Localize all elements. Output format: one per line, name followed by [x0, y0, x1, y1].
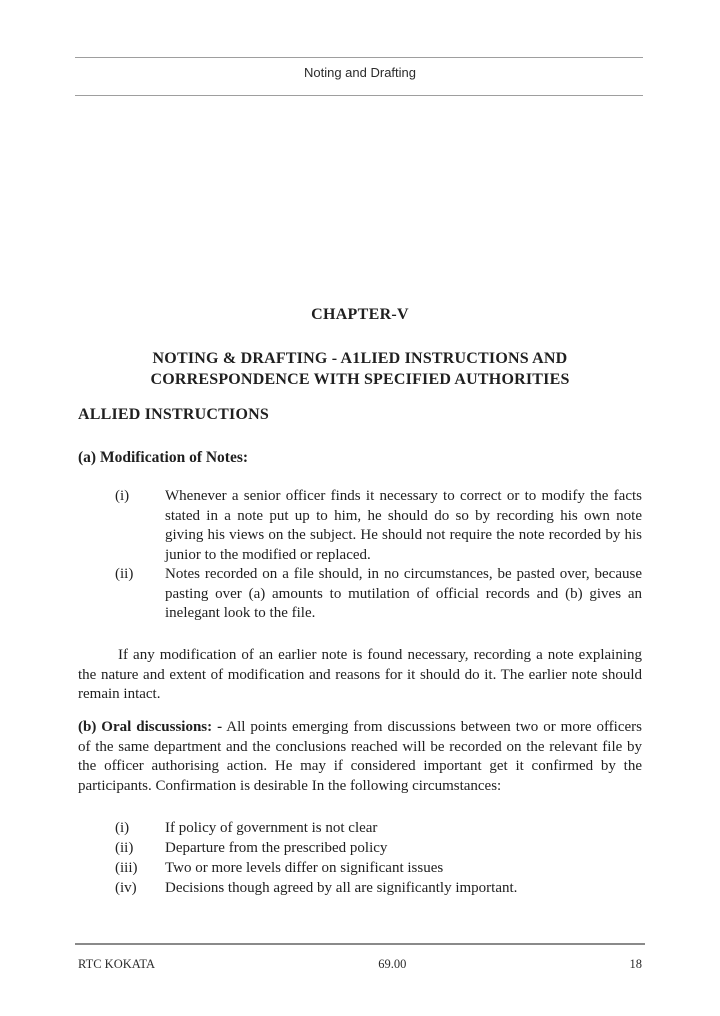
page-footer — [78, 957, 642, 972]
list-item-text: Whenever a senior officer finds it necessary to correct or to modify the facts stated in a note put up to him, he should do so by recording his own note giving his views on the subject. He should not require the note recorded by his junior to the modified or replaced. — [165, 488, 642, 563]
chapter-heading: CHAPTER-V — [311, 306, 409, 323]
list-item-marker: (i) — [115, 488, 130, 504]
list-item-marker: (ii) — [115, 566, 134, 582]
document-title — [0, 348, 720, 390]
oral-circumstances-list — [78, 818, 642, 898]
list-item-marker: (iii) — [115, 860, 138, 876]
list-item — [78, 565, 642, 624]
list-item-text: Decisions though agreed by all are significantly important. — [165, 880, 518, 896]
subsection-a-heading: (a) Modification of Notes: — [78, 449, 249, 466]
list-item-text: If policy of government is not clear — [165, 820, 378, 836]
header-rule-bottom — [75, 95, 643, 96]
subsection-b-paragraph — [78, 718, 642, 796]
list-item-marker: (i) — [115, 820, 130, 836]
modification-list — [78, 487, 642, 624]
document-title-line-1: NOTING & DRAFTING - A1LIED INSTRUCTIONS AND — [152, 350, 568, 367]
list-item-marker: (ii) — [115, 840, 134, 856]
list-item — [78, 487, 642, 565]
list-item — [78, 838, 642, 858]
subsection-b-lead: (b) Oral discussions: - — [78, 719, 223, 735]
document-title-line-2: CORRESPONDENCE WITH SPECIFIED AUTHORITIES — [150, 371, 570, 388]
list-item-text: Two or more levels differ on significant issues — [165, 860, 444, 876]
list-item-text: Departure from the prescribed policy — [165, 840, 388, 856]
modification-note-paragraph: If any modification of an earlier note is found necessary, recording a note explaining the nature and extent of modification and reasons for it should do it. The earlier note should remain intact. — [78, 647, 642, 702]
list-item — [78, 878, 642, 898]
header-rule-top — [75, 57, 643, 58]
footer-center-value: 69.00 — [378, 957, 407, 971]
list-item-marker: (iv) — [115, 880, 137, 896]
subsection-b-text: All points emerging from discussions between two or more officers of the same department and the conclusions reached will be recorded on the relevant file by the officer authorising action. He may if considered important get it confirmed by the participants. Confirmation is desirable In the following circumstances: — [78, 719, 642, 794]
list-item-text: Notes recorded on a file should, in no circumstances, be pasted over, because pasting over (a) amounts to mutilation of official records and (b) gives an inelegant look to the file. — [165, 566, 642, 621]
footer-left-label: RTC KOKATA — [78, 957, 156, 971]
running-header-title: Noting and Drafting — [303, 65, 416, 80]
section-heading-allied-instructions: ALLIED INSTRUCTIONS — [78, 406, 269, 423]
list-item — [78, 858, 642, 878]
list-item — [78, 818, 642, 838]
footer-rule — [75, 943, 645, 945]
footer-page-number: 18 — [629, 957, 642, 971]
